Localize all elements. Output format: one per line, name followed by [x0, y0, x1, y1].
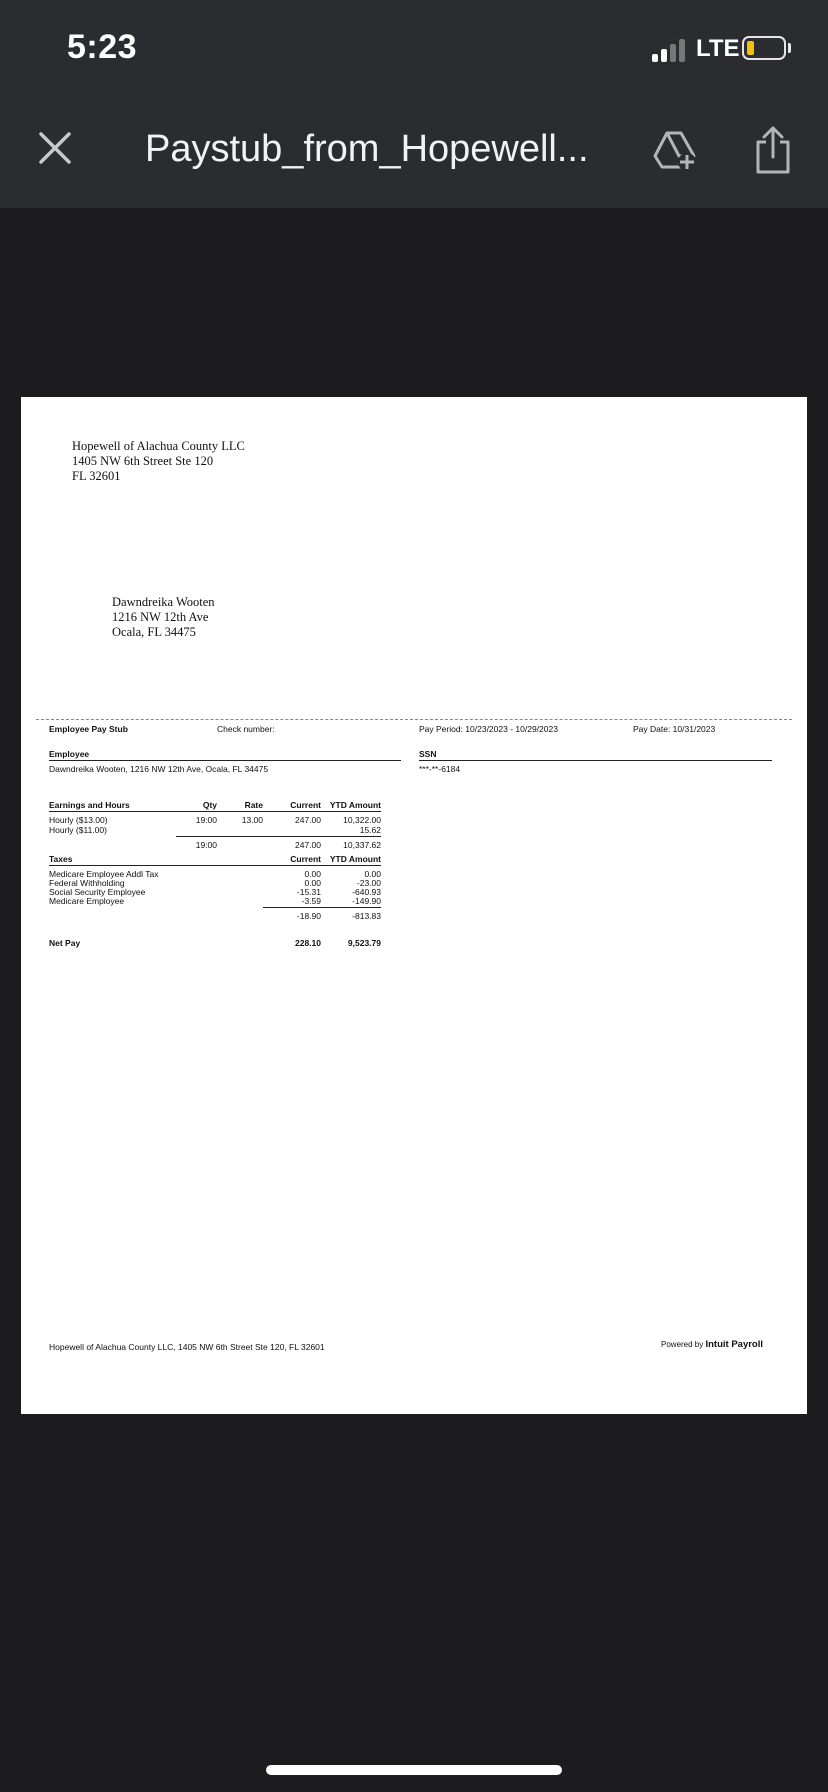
employee-address-line2: Ocala, FL 34475	[112, 625, 196, 639]
footer-address: Hopewell of Alachua County LLC, 1405 NW 6th Street Ste 120, FL 32601	[49, 1342, 325, 1352]
status-time: 5:23	[67, 28, 138, 66]
document-title: Paystub_from_Hopewell...	[145, 128, 589, 170]
earnings-total-line	[176, 836, 381, 837]
taxes-ytd-header: YTD Amount	[329, 854, 381, 864]
ytd-header: YTD Amount	[329, 800, 381, 810]
taxes-total-line	[263, 907, 381, 908]
earnings-row-1-current: 247.00	[295, 815, 321, 825]
tax-row-3-current: -15.31	[296, 887, 321, 897]
battery-tip	[788, 43, 791, 53]
tax-row-4-label: Medicare Employee	[49, 896, 125, 906]
employee-address-line1: 1216 NW 12th Ave	[112, 610, 209, 624]
earnings-header: Earnings and Hours	[49, 800, 130, 810]
close-button[interactable]	[38, 131, 72, 165]
rate-header: Rate	[244, 800, 263, 810]
tax-row-4-ytd: -149.90	[352, 896, 381, 906]
earnings-total-ytd: 10,337.62	[343, 840, 381, 850]
earnings-row-2-ytd: 15.62	[359, 825, 381, 835]
tax-row-3-ytd: -640.93	[352, 887, 381, 897]
share-button[interactable]	[752, 124, 794, 176]
current-header: Current	[290, 800, 321, 810]
check-number-label: Check number:	[217, 724, 275, 734]
share-icon	[752, 124, 794, 176]
tax-row-1-ytd: 0.00	[364, 869, 381, 879]
taxes-total-current: -18.90	[296, 911, 321, 921]
intuit-payroll-logo: Intuit Payroll	[705, 1339, 764, 1350]
powered-by-prefix: Powered by	[661, 1340, 704, 1349]
company-address-line1: 1405 NW 6th Street Ste 120	[72, 454, 214, 468]
earnings-total-current: 247.00	[295, 840, 321, 850]
tear-line	[36, 719, 792, 720]
taxes-current-header: Current	[290, 854, 321, 864]
add-to-drive-button[interactable]	[652, 127, 698, 173]
signal-icon	[652, 38, 692, 62]
earnings-row-1-ytd: 10,322.00	[343, 815, 381, 825]
powered-by	[661, 1339, 763, 1350]
net-pay-ytd: 9,523.79	[347, 938, 381, 948]
taxes-header: Taxes	[49, 854, 73, 864]
earnings-header-line	[49, 811, 381, 812]
close-icon	[38, 131, 72, 165]
home-indicator[interactable]	[266, 1765, 562, 1775]
pay-period: Pay Period: 10/23/2023 - 10/29/2023	[419, 724, 558, 734]
ssn-label: SSN	[419, 749, 437, 759]
drive-add-icon	[652, 127, 698, 173]
taxes-header-line	[49, 865, 381, 866]
paystub-page	[21, 397, 807, 1414]
company-name: Hopewell of Alachua County LLC	[72, 439, 245, 453]
tax-row-2-ytd: -23.00	[356, 878, 381, 888]
employee-label: Employee	[49, 749, 90, 759]
employee-info: Dawndreika Wooten, 1216 NW 12th Ave, Ocala, FL 34475	[49, 764, 269, 774]
ssn-underline	[419, 760, 772, 761]
earnings-row-1-label: Hourly ($13.00)	[49, 815, 108, 825]
ssn-value: ***-**-6184	[419, 764, 461, 774]
employee-name: Dawndreika Wooten	[112, 595, 215, 609]
tax-row-2-current: 0.00	[304, 878, 321, 888]
net-pay-label: Net Pay	[49, 938, 81, 948]
earnings-row-2-label: Hourly ($11.00)	[49, 825, 107, 835]
taxes-total-ytd: -813.83	[352, 911, 381, 921]
earnings-total-qty: 19:00	[195, 840, 217, 850]
qty-header: Qty	[202, 800, 217, 810]
tax-row-4-current: -3.59	[301, 896, 321, 906]
company-address-line2: FL 32601	[72, 469, 121, 483]
stub-title: Employee Pay Stub	[49, 724, 128, 734]
tax-row-3-label: Social Security Employee	[49, 887, 146, 897]
tax-row-1-label: Medicare Employee Addl Tax	[49, 869, 159, 879]
tax-row-2-label: Federal Withholding	[49, 878, 125, 888]
network-label: LTE	[696, 35, 740, 62]
top-bar	[0, 0, 828, 208]
earnings-row-1-qty: 19:00	[195, 815, 217, 825]
pay-date: Pay Date: 10/31/2023	[633, 724, 716, 734]
battery-icon	[742, 36, 786, 60]
tax-row-1-current: 0.00	[304, 869, 321, 879]
employee-underline	[49, 760, 401, 761]
net-pay-current: 228.10	[295, 938, 321, 948]
earnings-row-1-rate: 13.00	[241, 815, 263, 825]
